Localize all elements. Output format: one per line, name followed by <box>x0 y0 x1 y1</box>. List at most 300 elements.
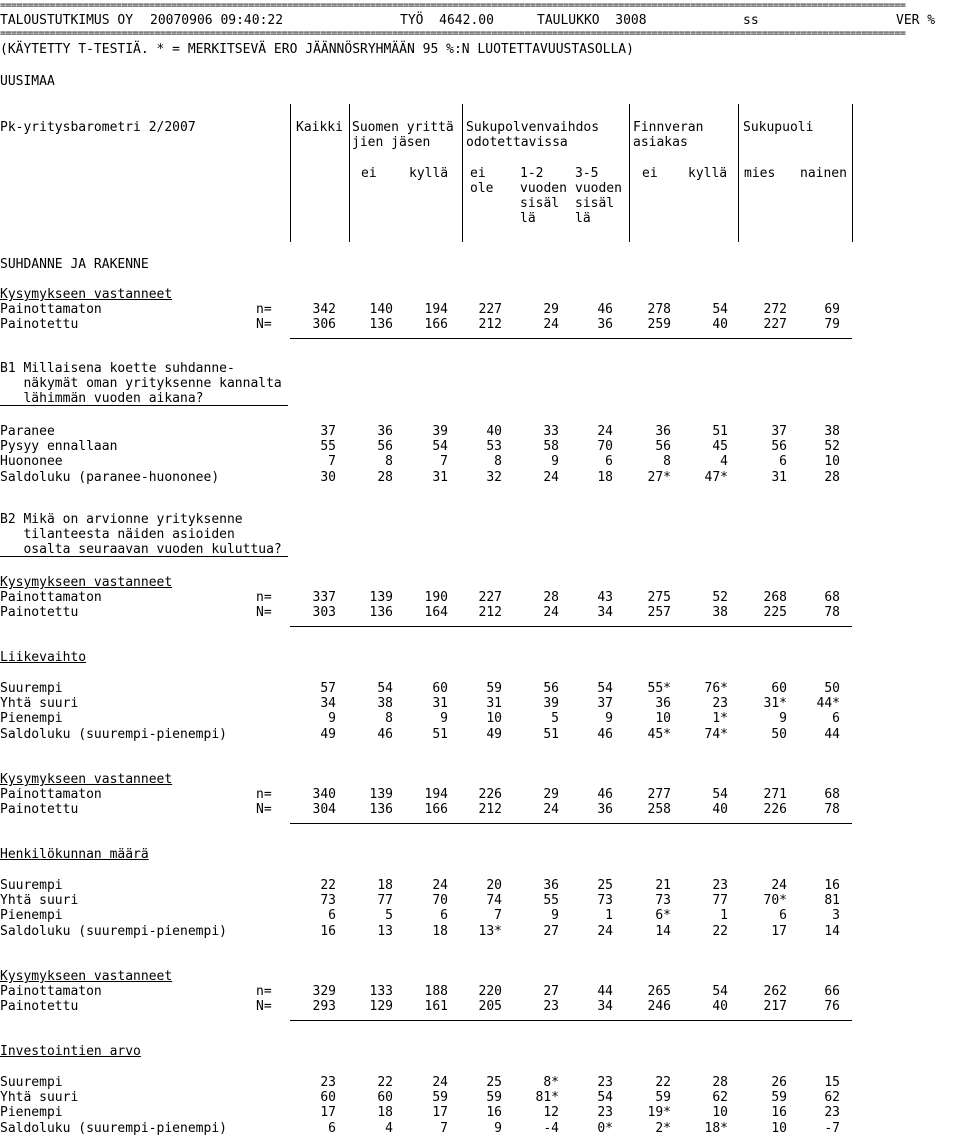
cell-value: 13 <box>377 923 393 939</box>
cell-value: 44 <box>824 726 840 742</box>
cell-value: 14 <box>655 923 671 939</box>
cell-value: 265 <box>647 984 671 1000</box>
cell-value: 220 <box>478 984 502 1000</box>
respondents-label: Kysymykseen vastanneet <box>0 969 173 984</box>
cell-value: 129 <box>369 999 393 1015</box>
cell-value: 9 <box>494 1120 502 1136</box>
cell-value: 28 <box>712 1075 728 1090</box>
cell-value: 55* <box>647 681 671 696</box>
question-rule <box>0 405 288 406</box>
cell-value: 59 <box>771 1090 787 1106</box>
block-rule <box>290 338 852 339</box>
cell-value: 226 <box>763 802 787 818</box>
cell-value: 36 <box>655 424 671 439</box>
col-divider <box>290 104 291 242</box>
cell-value: 9 <box>328 711 336 727</box>
cell-value: 60 <box>432 681 448 696</box>
cell-value: 227 <box>763 317 787 333</box>
row-key: n= <box>256 590 272 606</box>
cell-value: 55 <box>543 893 559 909</box>
cell-value: 54 <box>712 984 728 1000</box>
cell-value: 24 <box>543 469 559 485</box>
cell-value: 29 <box>543 787 559 803</box>
sub-1-2: 1-2 vuoden sisäl lä <box>520 166 567 226</box>
cell-value: 37 <box>320 424 336 439</box>
sub-3-5: 3-5 vuoden sisäl lä <box>575 166 622 226</box>
cell-value: 4 <box>720 454 728 470</box>
cell-value: 38 <box>712 605 728 621</box>
cell-value: 76* <box>704 681 728 696</box>
cell-value: 304 <box>312 802 336 818</box>
respondents-label: Kysymykseen vastanneet <box>0 575 173 590</box>
row-label: Painottamaton <box>0 302 102 318</box>
cell-value: 257 <box>647 605 671 621</box>
cell-value: 30 <box>320 469 336 485</box>
cell-value: 49 <box>320 726 336 742</box>
row-key: N= <box>256 999 272 1015</box>
cell-value: 166 <box>424 317 448 333</box>
cell-value: 278 <box>647 302 671 318</box>
cell-value: 46 <box>377 726 393 742</box>
question-rule <box>0 556 288 557</box>
cell-value: 6 <box>605 454 613 470</box>
cell-value: 50 <box>824 681 840 696</box>
cell-value: 268 <box>763 590 787 606</box>
cell-value: 39 <box>432 424 448 439</box>
cell-value: 18 <box>597 469 613 485</box>
row-label: Pienempi <box>0 908 63 924</box>
cell-value: 246 <box>647 999 671 1015</box>
cell-value: 58 <box>543 439 559 455</box>
row-label: Saldoluku (paranee-huononee) <box>0 469 220 485</box>
cell-value: 54 <box>712 302 728 318</box>
respondents-label: Kysymykseen vastanneet <box>0 772 173 787</box>
cell-value: 34 <box>320 696 336 712</box>
cell-value: 16 <box>824 878 840 893</box>
row-label: Yhtä suuri <box>0 1090 79 1106</box>
cell-value: 139 <box>369 590 393 606</box>
cell-value: 9 <box>440 711 448 727</box>
cell-value: 23 <box>597 1105 613 1121</box>
cell-value: 28 <box>824 469 840 485</box>
row-label: Suurempi <box>0 1075 63 1090</box>
cell-value: -4 <box>543 1120 559 1136</box>
cell-value: 4 <box>385 1120 393 1136</box>
cell-value: 21 <box>655 878 671 893</box>
row-label: Saldoluku (suurempi-pienempi) <box>0 923 227 939</box>
cell-value: 24 <box>543 317 559 333</box>
cell-value: 39 <box>543 696 559 712</box>
cell-value: 17 <box>320 1105 336 1121</box>
cell-value: 136 <box>369 802 393 818</box>
cell-value: 76 <box>824 999 840 1015</box>
question-text: osalta seuraavan vuoden kuluttua? <box>0 542 282 558</box>
sub-ei-finnvera: ei <box>642 166 658 181</box>
cell-value: 1 <box>605 908 613 924</box>
sub-ei-ole: ei ole <box>470 166 494 196</box>
header-separator-bottom: ==================================================================================================================================================================== <box>0 30 906 38</box>
subheading: Liikevaihto <box>0 650 87 665</box>
cell-value: 53 <box>486 439 502 455</box>
cell-value: 36 <box>543 878 559 893</box>
company-name: TALOUSTUTKIMUS OY <box>0 13 134 28</box>
cell-value: 23 <box>543 999 559 1015</box>
row-label: Yhtä suuri <box>0 696 79 712</box>
row-label: Painotettu <box>0 605 79 621</box>
cell-value: 217 <box>763 999 787 1015</box>
cell-value: 16 <box>486 1105 502 1121</box>
cell-value: 19* <box>647 1105 671 1121</box>
cell-value: 81 <box>824 893 840 909</box>
cell-value: 205 <box>478 999 502 1015</box>
cell-value: 40 <box>712 999 728 1015</box>
row-label: Painottamaton <box>0 590 102 606</box>
cell-value: 73 <box>597 893 613 909</box>
cell-value: 329 <box>312 984 336 1000</box>
cell-value: 54 <box>712 787 728 803</box>
cell-value: 16 <box>320 923 336 939</box>
question-text: tilanteesta näiden asioiden <box>0 527 235 543</box>
col-suomen-line1: Suomen yrittä <box>352 120 454 135</box>
cell-value: 337 <box>312 590 336 606</box>
cell-value: 10 <box>655 711 671 727</box>
cell-value: 77 <box>712 893 728 909</box>
cell-value: 59 <box>432 1090 448 1106</box>
cell-value: 23 <box>712 696 728 712</box>
cell-value: 18 <box>377 878 393 893</box>
cell-value: 7 <box>440 454 448 470</box>
cell-value: 59 <box>655 1090 671 1106</box>
cell-value: 225 <box>763 605 787 621</box>
cell-value: 258 <box>647 802 671 818</box>
cell-value: 22 <box>377 1075 393 1090</box>
cell-value: 140 <box>369 302 393 318</box>
col-sukupolvi-line1: Sukupolvenvaihdos <box>466 120 600 135</box>
cell-value: 59 <box>486 1090 502 1106</box>
cell-value: 38 <box>377 696 393 712</box>
cell-value: 24 <box>771 878 787 893</box>
cell-value: 54 <box>597 681 613 696</box>
col-kaikki: Kaikki <box>296 120 343 135</box>
cell-value: 56 <box>543 681 559 696</box>
cell-value: 27* <box>647 469 671 485</box>
cell-value: 37 <box>771 424 787 439</box>
cell-value: 29 <box>543 302 559 318</box>
cell-value: 14 <box>824 923 840 939</box>
row-key: N= <box>256 605 272 621</box>
row-label: Huononee <box>0 454 63 470</box>
cell-value: 55 <box>320 439 336 455</box>
cell-value: 78 <box>824 802 840 818</box>
cell-value: 31 <box>486 696 502 712</box>
cell-value: 27 <box>543 923 559 939</box>
cell-value: 68 <box>824 787 840 803</box>
cell-value: 70 <box>432 893 448 909</box>
cell-value: 6 <box>328 1120 336 1136</box>
cell-value: 8 <box>494 454 502 470</box>
cell-value: 24 <box>597 424 613 439</box>
cell-value: 303 <box>312 605 336 621</box>
cell-value: 8 <box>385 454 393 470</box>
cell-value: 51 <box>543 726 559 742</box>
cell-value: 36 <box>655 696 671 712</box>
cell-value: 340 <box>312 787 336 803</box>
sub-nainen: nainen <box>800 166 847 181</box>
row-label: Saldoluku (suurempi-pienempi) <box>0 1120 227 1136</box>
cell-value: 9 <box>551 454 559 470</box>
subheading: Henkilökunnan määrä <box>0 847 149 862</box>
cell-value: 27 <box>543 984 559 1000</box>
row-key: n= <box>256 302 272 318</box>
cell-value: 9 <box>779 711 787 727</box>
cell-value: 28 <box>543 590 559 606</box>
cell-value: 60 <box>377 1090 393 1106</box>
section-title: SUHDANNE JA RAKENNE <box>0 257 149 272</box>
cell-value: 9 <box>605 711 613 727</box>
cell-value: 32 <box>486 469 502 485</box>
cell-value: 164 <box>424 605 448 621</box>
cell-value: 188 <box>424 984 448 1000</box>
cell-value: 262 <box>763 984 787 1000</box>
cell-value: 25 <box>597 878 613 893</box>
cell-value: 17 <box>432 1105 448 1121</box>
cell-value: 23 <box>597 1075 613 1090</box>
cell-value: 8* <box>543 1075 559 1090</box>
cell-value: 212 <box>478 605 502 621</box>
cell-value: 59 <box>486 681 502 696</box>
cell-value: 194 <box>424 302 448 318</box>
cell-value: 6 <box>779 908 787 924</box>
cell-value: 52 <box>712 590 728 606</box>
cell-value: 36 <box>597 317 613 333</box>
cell-value: 36 <box>597 802 613 818</box>
cell-value: 6 <box>832 711 840 727</box>
cell-value: 10 <box>771 1120 787 1136</box>
cell-value: 259 <box>647 317 671 333</box>
cell-value: 33 <box>543 424 559 439</box>
cell-value: 8 <box>385 711 393 727</box>
cell-value: 7 <box>328 454 336 470</box>
cell-value: 190 <box>424 590 448 606</box>
cell-value: 18 <box>432 923 448 939</box>
cell-value: 18 <box>377 1105 393 1121</box>
block-rule <box>290 823 852 824</box>
cell-value: 44 <box>597 984 613 1000</box>
cell-value: 5 <box>551 711 559 727</box>
cell-value: 26 <box>771 1075 787 1090</box>
question-text: lähimmän vuoden aikana? <box>0 391 204 407</box>
cell-value: 9 <box>551 908 559 924</box>
cell-value: 226 <box>478 787 502 803</box>
cell-value: 50 <box>771 726 787 742</box>
cell-value: 54 <box>432 439 448 455</box>
cell-value: 12 <box>543 1105 559 1121</box>
cell-value: 62 <box>712 1090 728 1106</box>
cell-value: 47* <box>704 469 728 485</box>
cell-value: 133 <box>369 984 393 1000</box>
cell-value: 79 <box>824 317 840 333</box>
row-label: Yhtä suuri <box>0 893 79 909</box>
row-label: Saldoluku (suurempi-pienempi) <box>0 726 227 742</box>
cell-value: 136 <box>369 317 393 333</box>
cell-value: 31* <box>763 696 787 712</box>
cell-value: 15 <box>824 1075 840 1090</box>
row-label: Suurempi <box>0 878 63 893</box>
cell-value: 139 <box>369 787 393 803</box>
cell-value: 5 <box>385 908 393 924</box>
cell-value: 40 <box>486 424 502 439</box>
cell-value: 271 <box>763 787 787 803</box>
cell-value: 161 <box>424 999 448 1015</box>
cell-value: 23 <box>320 1075 336 1090</box>
cell-value: 212 <box>478 802 502 818</box>
cell-value: 54 <box>377 681 393 696</box>
cell-value: 227 <box>478 590 502 606</box>
subheading: Investointien arvo <box>0 1044 141 1059</box>
cell-value: 40 <box>712 802 728 818</box>
cell-value: 34 <box>597 999 613 1015</box>
row-label: Painottamaton <box>0 787 102 803</box>
cell-value: 43 <box>597 590 613 606</box>
cell-value: 166 <box>424 802 448 818</box>
cell-value: 37 <box>597 696 613 712</box>
cell-value: 24 <box>543 605 559 621</box>
cell-value: 1 <box>720 908 728 924</box>
cell-value: 293 <box>312 999 336 1015</box>
block-rule <box>290 1020 852 1021</box>
cell-value: 36 <box>377 424 393 439</box>
respondents-label: Kysymykseen vastanneet <box>0 287 173 302</box>
cell-value: 8 <box>663 454 671 470</box>
col-divider <box>629 104 630 242</box>
cell-value: 306 <box>312 317 336 333</box>
row-label: Painotettu <box>0 999 79 1015</box>
region-title: UUSIMAA <box>0 74 55 89</box>
cell-value: 73 <box>320 893 336 909</box>
cell-value: 45 <box>712 439 728 455</box>
cell-value: 66 <box>824 984 840 1000</box>
cell-value: 40 <box>712 317 728 333</box>
cell-value: -7 <box>824 1120 840 1136</box>
cell-value: 22 <box>712 923 728 939</box>
row-label: Painottamaton <box>0 984 102 1000</box>
survey-title: Pk-yritysbarometri 2/2007 <box>0 120 196 135</box>
cell-value: 1* <box>712 711 728 727</box>
cell-value: 28 <box>377 469 393 485</box>
test-note: (KÄYTETTY T-TESTIÄ. * = MERKITSEVÄ ERO JÄÄNNÖSRYHMÄÄN 95 %:N LUOTETTAVUUSTASOLLA) <box>0 42 634 57</box>
sub-mies: mies <box>744 166 776 181</box>
cell-value: 7 <box>440 1120 448 1136</box>
table-number: TAULUKKO 3008 <box>537 13 647 28</box>
row-label: Pienempi <box>0 1105 63 1121</box>
cell-value: 56 <box>655 439 671 455</box>
row-label: Painotettu <box>0 317 79 333</box>
cell-value: 20 <box>486 878 502 893</box>
cell-value: 6* <box>655 908 671 924</box>
cell-value: 69 <box>824 302 840 318</box>
cell-value: 54 <box>597 1090 613 1106</box>
cell-value: 3 <box>832 908 840 924</box>
cell-value: 77 <box>377 893 393 909</box>
cell-value: 51 <box>432 726 448 742</box>
cell-value: 25 <box>486 1075 502 1090</box>
cell-value: 56 <box>771 439 787 455</box>
cell-value: 212 <box>478 317 502 333</box>
question-text: B2 Mikä on arvionne yrityksenne <box>0 512 243 527</box>
cell-value: 342 <box>312 302 336 318</box>
col-divider <box>462 104 463 242</box>
row-key: N= <box>256 802 272 818</box>
cell-value: 31 <box>771 469 787 485</box>
cell-value: 74 <box>486 893 502 909</box>
cell-value: 24 <box>543 802 559 818</box>
col-sukupolvi-line2: odotettavissa <box>466 135 568 150</box>
ss-label: ss <box>743 13 759 28</box>
cell-value: 74* <box>704 726 728 742</box>
cell-value: 23 <box>712 878 728 893</box>
col-finnvera-line2: asiakas <box>633 135 688 150</box>
cell-value: 10 <box>486 711 502 727</box>
cell-value: 49 <box>486 726 502 742</box>
sub-kylla: kyllä <box>409 166 449 181</box>
cell-value: 277 <box>647 787 671 803</box>
cell-value: 70* <box>763 893 787 909</box>
row-key: n= <box>256 984 272 1000</box>
cell-value: 10 <box>712 1105 728 1121</box>
col-divider <box>738 104 739 242</box>
row-label: Paranee <box>0 424 55 439</box>
cell-value: 24 <box>597 923 613 939</box>
header-separator-top: ==================================================================================================================================================================== <box>0 2 906 10</box>
cell-value: 22 <box>320 878 336 893</box>
cell-value: 136 <box>369 605 393 621</box>
cell-value: 227 <box>478 302 502 318</box>
cell-value: 45* <box>647 726 671 742</box>
col-suomen-line2: jien jäsen <box>352 135 431 150</box>
cell-value: 275 <box>647 590 671 606</box>
cell-value: 44* <box>816 696 840 712</box>
cell-value: 23 <box>824 1105 840 1121</box>
col-finnvera-line1: Finnveran <box>633 120 704 135</box>
cell-value: 272 <box>763 302 787 318</box>
cell-value: 78 <box>824 605 840 621</box>
version-label: VER % <box>896 13 936 28</box>
cell-value: 24 <box>432 878 448 893</box>
cell-value: 2* <box>655 1120 671 1136</box>
row-label: Suurempi <box>0 681 63 696</box>
cell-value: 81* <box>535 1090 559 1106</box>
cell-value: 68 <box>824 590 840 606</box>
cell-value: 6 <box>779 454 787 470</box>
col-divider <box>852 104 853 242</box>
cell-value: 70 <box>597 439 613 455</box>
cell-value: 6 <box>440 908 448 924</box>
cell-value: 52 <box>824 439 840 455</box>
cell-value: 18* <box>704 1120 728 1136</box>
block-rule <box>290 626 852 627</box>
cell-value: 24 <box>432 1075 448 1090</box>
cell-value: 46 <box>597 302 613 318</box>
cell-value: 62 <box>824 1090 840 1106</box>
row-label: Pienempi <box>0 711 63 727</box>
question-text: näkymät oman yrityksenne kannalta <box>0 376 282 392</box>
row-label: Painotettu <box>0 802 79 818</box>
cell-value: 60 <box>320 1090 336 1106</box>
cell-value: 46 <box>597 787 613 803</box>
cell-value: 22 <box>655 1075 671 1090</box>
cell-value: 16 <box>771 1105 787 1121</box>
cell-value: 13* <box>478 923 502 939</box>
